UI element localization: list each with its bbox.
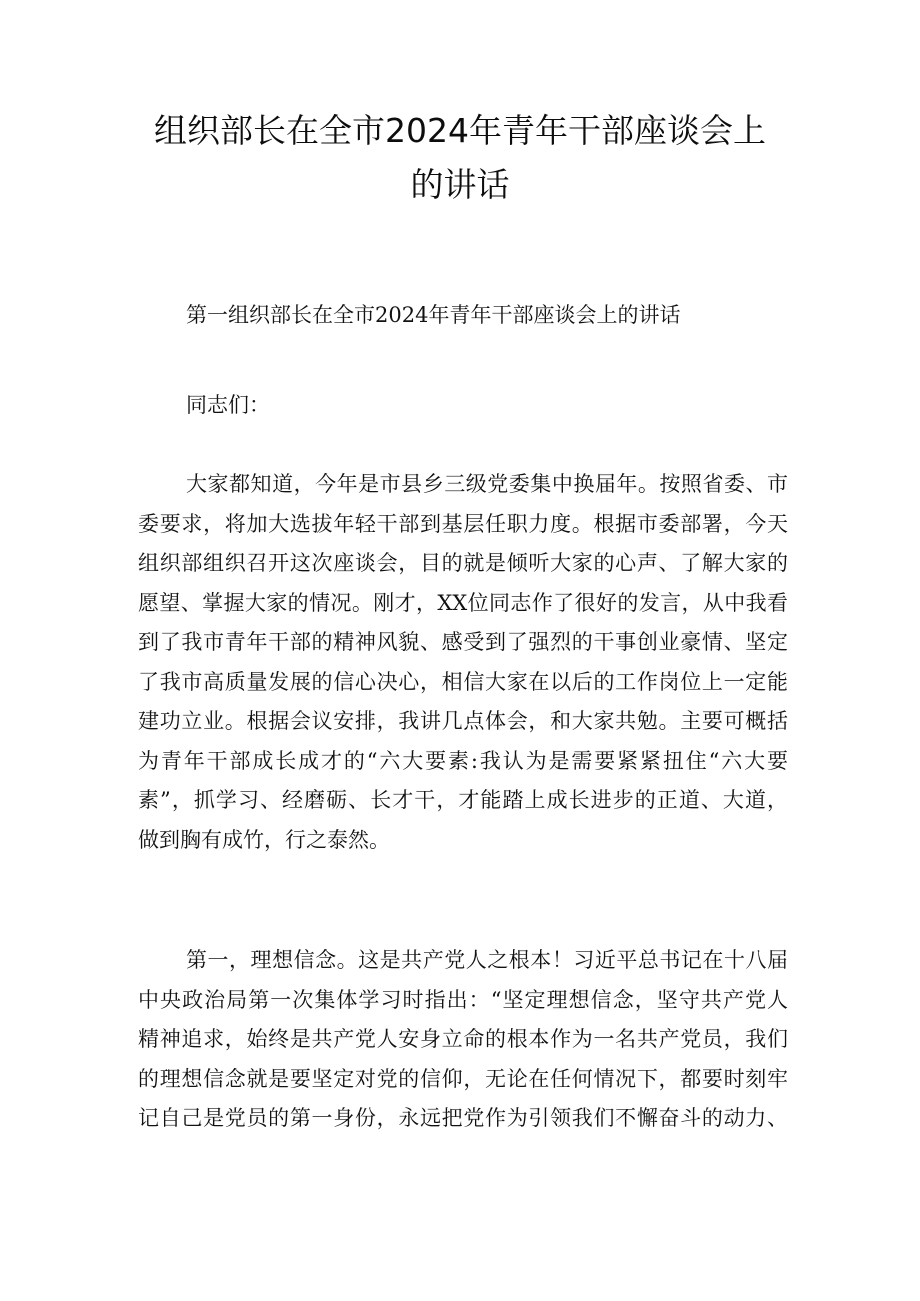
paragraph-line: 建功立业。根据会议安排，我讲几点体会，和大家共勉。主要可概括 [138,709,788,733]
section-heading: 第一组织部长在全市2024年青年干部座谈会上的讲话 [186,303,681,327]
paragraph-intro [138,465,788,860]
paragraph-line: 组织部组织召开这次座谈会，目的就是倾听大家的心声、了解大家的 [138,551,788,575]
paragraph-line: 了我市高质量发展的信心决心，相信大家在以后的工作岗位上一定能 [138,669,788,694]
paragraph-line: 到了我市青年干部的精神风貌、感受到了强烈的干事创业豪情、坚定 [138,630,788,654]
paragraph-line: 中央政治局第一次集体学习时指出：“坚定理想信念，坚守共产党人 [138,987,788,1012]
paragraph-line: 委要求，将加大选拔年轻干部到基层任职力度。根据市委部署，今天 [138,511,788,536]
title-line-1: 组织部长在全市2024年青年干部座谈会上 [154,111,766,150]
paragraph-line: 第一，理想信念。这是共产党人之根本！习近平总书记在十八届 [186,948,788,972]
paragraph-ideals [138,941,788,1139]
paragraph-line: 为青年干部成长成才的“六大要素:我认为是需要紧紧扭住“六大要 [138,748,788,773]
paragraph-line: 精神追求，始终是共产党人安身立命的根本作为一名共产党员，我们 [138,1027,788,1051]
paragraph-line: 记自己是党员的第一身份，永远把党作为引领我们不懈奋斗的动力、 [138,1106,788,1130]
paragraph-line: 做到胸有成竹，行之泰然。 [138,827,390,852]
document-title [140,104,780,212]
title-line-2: 的讲话 [410,165,510,204]
paragraph-line: 愿望、掌握大家的情况。刚才，XX位同志作了很好的发言，从中我看 [138,590,788,615]
paragraph-line: 素”，抓学习、经磨砺、长才干，才能踏上成长进步的正道、大道， [138,788,788,812]
paragraph-line: 大家都知道，今年是市县乡三级党委集中换届年。按照省委、市 [186,472,788,496]
paragraph-line: 的理想信念就是要坚定对党的信仰，无论在任何情况下，都要时刻牢 [138,1066,788,1091]
salutation: 同志们： [186,393,270,417]
